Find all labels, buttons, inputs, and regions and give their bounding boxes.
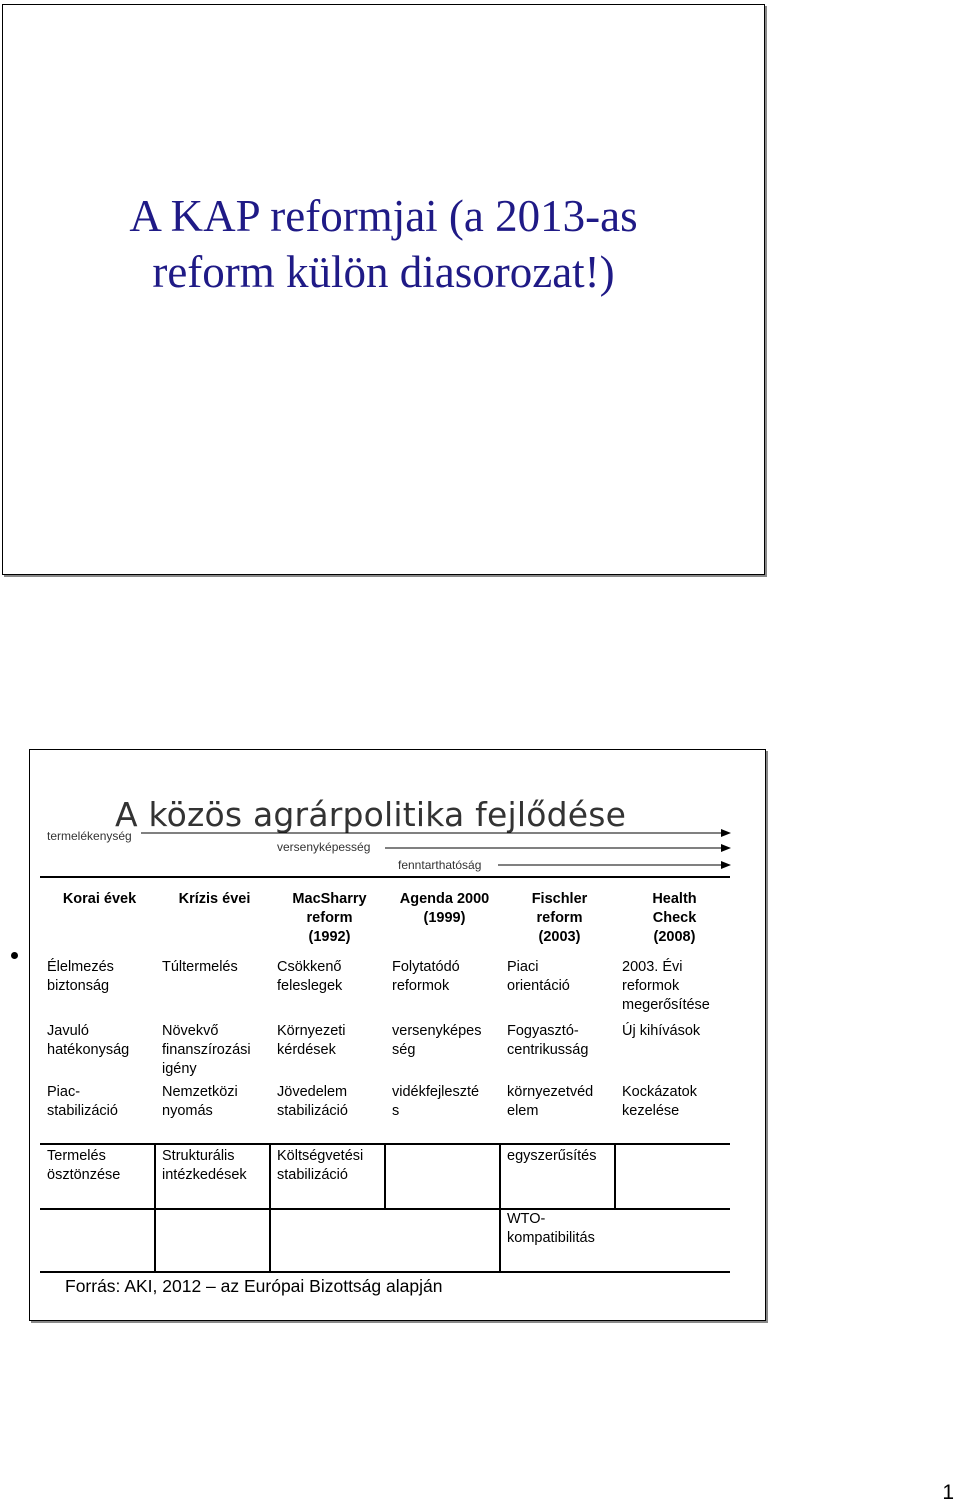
table-cell-line: Korai évek: [62, 891, 137, 907]
table-cell-line: Check: [652, 910, 697, 926]
table-cell-line: reform: [306, 910, 353, 926]
table-header-cell: [47, 890, 152, 909]
table-cell: [47, 1147, 152, 1185]
table-cell-line: (2003): [538, 929, 581, 945]
table-cell-line: stabilizáció: [277, 1167, 348, 1183]
table-cell: [622, 958, 727, 1015]
table-cell-line: MacSharry: [292, 891, 367, 907]
table-cell-line: ség: [392, 1042, 416, 1058]
slide-1-title: [3, 188, 764, 300]
table-cell: [507, 1083, 612, 1121]
table-cell-line: Környezeti: [277, 1023, 346, 1039]
table-cell-line: hatékonyság: [47, 1042, 130, 1058]
table-cell-line: egyszerűsítés: [507, 1148, 597, 1164]
table-cell-line: (2008): [653, 929, 696, 945]
table-cell-line: Jövedelem: [277, 1084, 348, 1100]
table-cell-line: (1992): [308, 929, 351, 945]
table-cell-line: Új kihívások: [622, 1023, 701, 1039]
table-cell-line: centrikusság: [507, 1042, 589, 1058]
table-cell-line: nyomás: [162, 1103, 213, 1119]
table-cell-line: finanszírozási: [162, 1042, 251, 1058]
table-cell-line: biztonság: [47, 978, 110, 994]
slide-2-title: A közös agrárpolitika fejlődése: [115, 795, 627, 834]
table-cell: [277, 1083, 382, 1121]
table-cell-line: WTO-: [507, 1211, 546, 1227]
source-note: Forrás: AKI, 2012 – az Európai Bizottság alapján: [65, 1276, 443, 1296]
table-cell-line: reformok: [392, 978, 450, 994]
table-cell-line: (1999): [423, 910, 466, 926]
table-cell-line: Piaci: [507, 959, 539, 975]
table-cell-line: Fogyasztó-: [507, 1023, 579, 1039]
bullet-icon: [11, 952, 18, 959]
table-cell: [162, 1083, 267, 1121]
table-cell: [392, 1022, 497, 1060]
table-cell-line: feleslegek: [277, 978, 343, 994]
table-cell-line: Nemzetközi: [162, 1084, 238, 1100]
table-cell-line: reformok: [622, 978, 680, 994]
slide-2: [29, 749, 766, 1321]
table-cell: [622, 1083, 727, 1121]
table-cell-line: reform: [536, 910, 583, 926]
table-cell-line: Folytatódó: [392, 959, 460, 975]
table-cell-line: Csökkenő: [277, 959, 342, 975]
table-cell-line: Agenda 2000: [399, 891, 490, 907]
table-cell-line: Fischler: [531, 891, 588, 907]
table-cell-line: kompatibilitás: [507, 1230, 595, 1246]
table-cell: [277, 958, 382, 996]
table-cell: [392, 1083, 497, 1121]
table-cell-line: intézkedések: [162, 1167, 247, 1183]
table-cell-line: Túltermelés: [162, 959, 238, 975]
table-cell: [507, 1147, 612, 1166]
table-cell: [47, 1022, 152, 1060]
table-cell-line: 2003. Évi: [622, 959, 683, 975]
table-cell: [162, 1022, 267, 1079]
table-cell-line: Növekvő: [162, 1023, 219, 1039]
table-cell: [277, 1022, 382, 1060]
table-cell-line: versenyképes: [392, 1023, 482, 1039]
table-cell-line: kérdések: [277, 1042, 336, 1058]
table-cell-line: vidékfejleszté: [392, 1084, 480, 1100]
table-cell-line: stabilizáció: [277, 1103, 348, 1119]
table-header-cell: [392, 890, 497, 928]
table-cell-line: megerősítése: [622, 997, 710, 1013]
table-cell-line: Strukturális: [162, 1148, 235, 1164]
page-number: 1: [942, 1481, 954, 1504]
table-cell-line: igény: [162, 1061, 197, 1077]
table-header-cell: [507, 890, 612, 947]
timeline-label-productivity: termelékenység: [47, 829, 132, 843]
slide-1-title-line-2: reform külön diasorozat!): [152, 247, 615, 297]
table-cell-line: Piac-: [47, 1084, 81, 1100]
table-cell: [622, 1022, 727, 1041]
table-cell: [47, 1083, 152, 1121]
table-cell-line: stabilizáció: [47, 1103, 118, 1119]
table-cell: [162, 958, 267, 977]
table-cell: [162, 1147, 267, 1185]
table-cell-line: Javuló: [47, 1023, 89, 1039]
table-header-cell: [622, 890, 727, 947]
table-cell: [392, 958, 497, 996]
table-header-cell: [277, 890, 382, 947]
table-cell: [47, 958, 152, 996]
table-cell-line: Költségvetési: [277, 1148, 364, 1164]
table-cell-line: elem: [507, 1103, 539, 1119]
table-cell: [507, 1022, 612, 1060]
table-cell: [277, 1147, 382, 1185]
timeline-label-competitiveness: versenyképesség: [277, 840, 371, 854]
table-cell: [507, 1210, 612, 1248]
table-cell-line: Krízis évei: [178, 891, 251, 907]
table-cell-line: Termelés: [47, 1148, 106, 1164]
table-cell-line: Élelmezés: [47, 959, 114, 975]
slide-1: [2, 4, 765, 575]
table-cell-line: Kockázatok: [622, 1084, 697, 1100]
table-cell: [507, 958, 612, 996]
table-cell-line: környezetvéd: [507, 1084, 594, 1100]
table-cell-line: orientáció: [507, 978, 570, 994]
timeline-label-sustainability: fenntarthatóság: [398, 858, 482, 872]
table-cell-line: kezelése: [622, 1103, 680, 1119]
table-cell-line: s: [392, 1103, 400, 1119]
table-cell-line: Health: [652, 891, 697, 907]
slide-1-title-line-1: A KAP reformjai (a 2013-as: [129, 191, 638, 241]
table-header-cell: [162, 890, 267, 909]
table-cell-line: ösztönzése: [47, 1167, 121, 1183]
